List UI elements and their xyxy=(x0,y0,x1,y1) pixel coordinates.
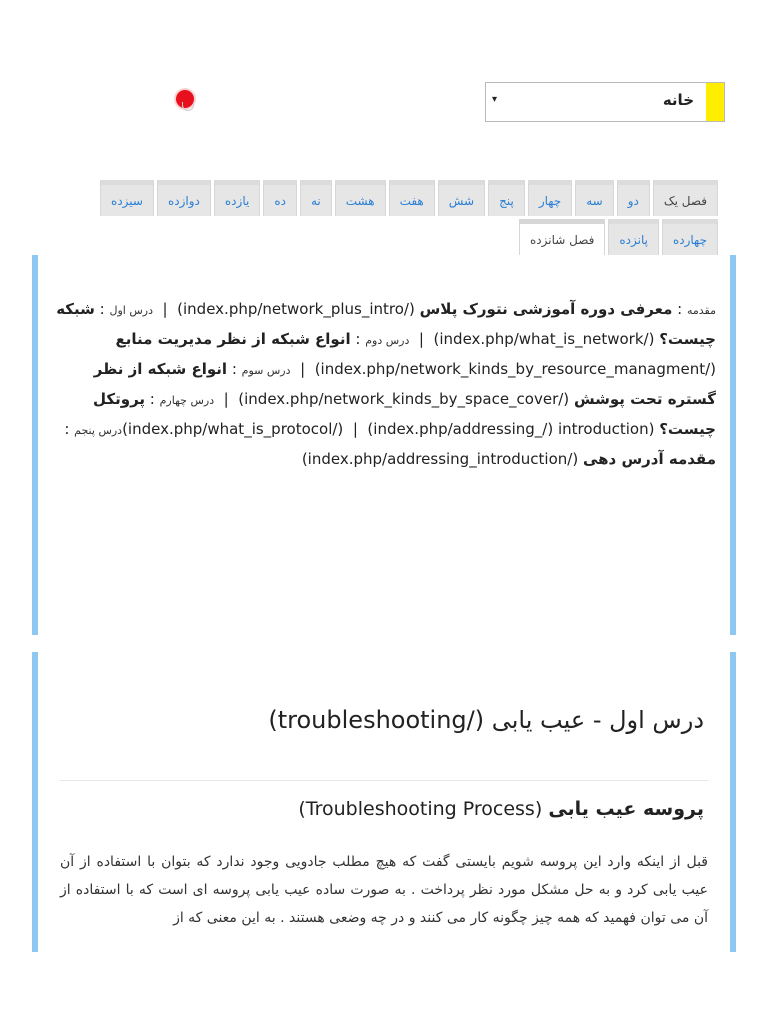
lesson-url[interactable]: (index.php/network_plus_intro/) xyxy=(177,300,415,318)
tab-chapter-12[interactable]: دوازده xyxy=(157,180,211,216)
lesson-url[interactable]: (index.php/network_kinds_by_resource_managment/) xyxy=(314,360,716,378)
lesson-url[interactable]: (index.php/what_is_network/) xyxy=(433,330,655,348)
lesson-list-panel xyxy=(32,255,736,635)
lesson-label: درس دوم xyxy=(365,334,410,347)
separator: | xyxy=(223,390,229,408)
tab-chapter-16[interactable]: فصل شانزده xyxy=(519,219,605,255)
tab-chapter-3[interactable]: سه xyxy=(575,180,614,216)
lesson-url[interactable]: (index.php/addressing_/) xyxy=(367,420,554,438)
lesson-label: مقدمه xyxy=(686,304,716,317)
tab-chapter-5[interactable]: پنج xyxy=(488,180,525,216)
divider xyxy=(60,780,708,781)
chapter-tabs-row-2 xyxy=(519,219,718,255)
section-heading-en: (Troubleshooting Process) xyxy=(298,798,543,820)
lesson-label: درس پنجم xyxy=(74,424,123,437)
separator: | xyxy=(300,360,306,378)
lesson-list: مقدمه : معرفی دوره آموزشی نتورک پلاس (index.php/network_plus_intro/) | درس اول : شبکه چیست؟ (index.php/what_is_network/) | درس دوم : انواع شبکه از نظر مدیریت منابع (index.php/network_kinds_by_resource_managment/) | درس سوم : انواع شبکه از نظر گستره تحت پوشش (index.php/network_kinds_by_space_cover/) | درس چهارم : پروتکل چیست؟ (index.php/what_is_protocol/) | (index.php/addressing_/) introduction)درس پنجم : مقدمه آدرس دهی (index.php/addressing_introduction/) xyxy=(56,300,716,468)
chevron-down-icon: ▾ xyxy=(492,94,498,105)
tab-chapter-9[interactable]: نه xyxy=(300,180,332,216)
section-heading-fa: پروسه عیب یابی xyxy=(548,798,704,820)
nav-select[interactable] xyxy=(485,82,725,122)
lesson-url[interactable]: (index.php/what_is_protocol/) xyxy=(122,420,344,438)
tab-chapter-14[interactable]: چهارده xyxy=(662,219,718,255)
nav-select-accent xyxy=(706,83,724,121)
lesson-url[interactable]: (index.php/addressing_introduction/) xyxy=(301,450,579,468)
lesson-link-5[interactable]: مقدمه آدرس دهی xyxy=(582,450,716,468)
lesson-link-intro[interactable]: معرفی دوره آموزشی نتورک پلاس xyxy=(419,300,673,318)
article-panel xyxy=(32,652,736,952)
tab-chapter-13[interactable]: سیزده xyxy=(100,180,154,216)
tab-chapter-4[interactable]: چهار xyxy=(528,180,572,216)
tab-chapter-10[interactable]: ده xyxy=(263,180,297,216)
tab-chapter-7[interactable]: هفت xyxy=(389,180,435,216)
tab-chapter-1[interactable]: فصل یک xyxy=(653,180,718,216)
tab-chapter-2[interactable]: دو xyxy=(617,180,650,216)
site-logo[interactable] xyxy=(176,90,194,108)
separator: | xyxy=(162,300,168,318)
separator: | xyxy=(418,330,424,348)
article-title: درس اول - عیب یابی (/troubleshooting) xyxy=(268,706,704,734)
lesson-label: درس چهارم xyxy=(159,394,215,407)
chapter-tabs-row-1 xyxy=(100,180,718,216)
tab-chapter-6[interactable]: شش xyxy=(438,180,485,216)
lesson-label: درس سوم xyxy=(241,364,291,377)
separator: | xyxy=(352,420,358,438)
section-heading xyxy=(298,798,704,820)
lesson-url-fragment[interactable]: introduction) xyxy=(558,420,655,438)
lesson-link-3[interactable]: انواع شبکه از نظر گستره تحت پوشش xyxy=(93,360,716,408)
tab-chapter-8[interactable]: هشت xyxy=(335,180,386,216)
lesson-url[interactable]: (index.php/network_kinds_by_space_cover/) xyxy=(238,390,570,408)
lesson-label: درس اول xyxy=(109,304,153,317)
article-paragraph: قبل از اینکه وارد این پروسه شویم بایستی گفت که هیچ مطلب جادویی وجود ندارد که بتوان با استفاده از آن عیب یابی کرد و به حل مشکل مورد نظر پرداخت . به صورت ساده عیب یابی پروسه ای است که با استفاده از آن می توان فهمید که همه چیز چگونه کار می کنند و در چه وضعی هستند . به این معنی که از xyxy=(60,854,708,926)
nav-select-label: خانه xyxy=(662,91,694,109)
tab-chapter-15[interactable]: پانزده xyxy=(608,219,659,255)
lesson-link-1[interactable]: شبکه چیست؟ xyxy=(56,300,716,348)
tab-chapter-11[interactable]: یازده xyxy=(214,180,260,216)
lesson-link-2[interactable]: انواع شبکه از نظر مدیریت منابع xyxy=(115,330,351,348)
lesson-link-4[interactable]: پروتکل چیست؟ xyxy=(93,390,716,438)
